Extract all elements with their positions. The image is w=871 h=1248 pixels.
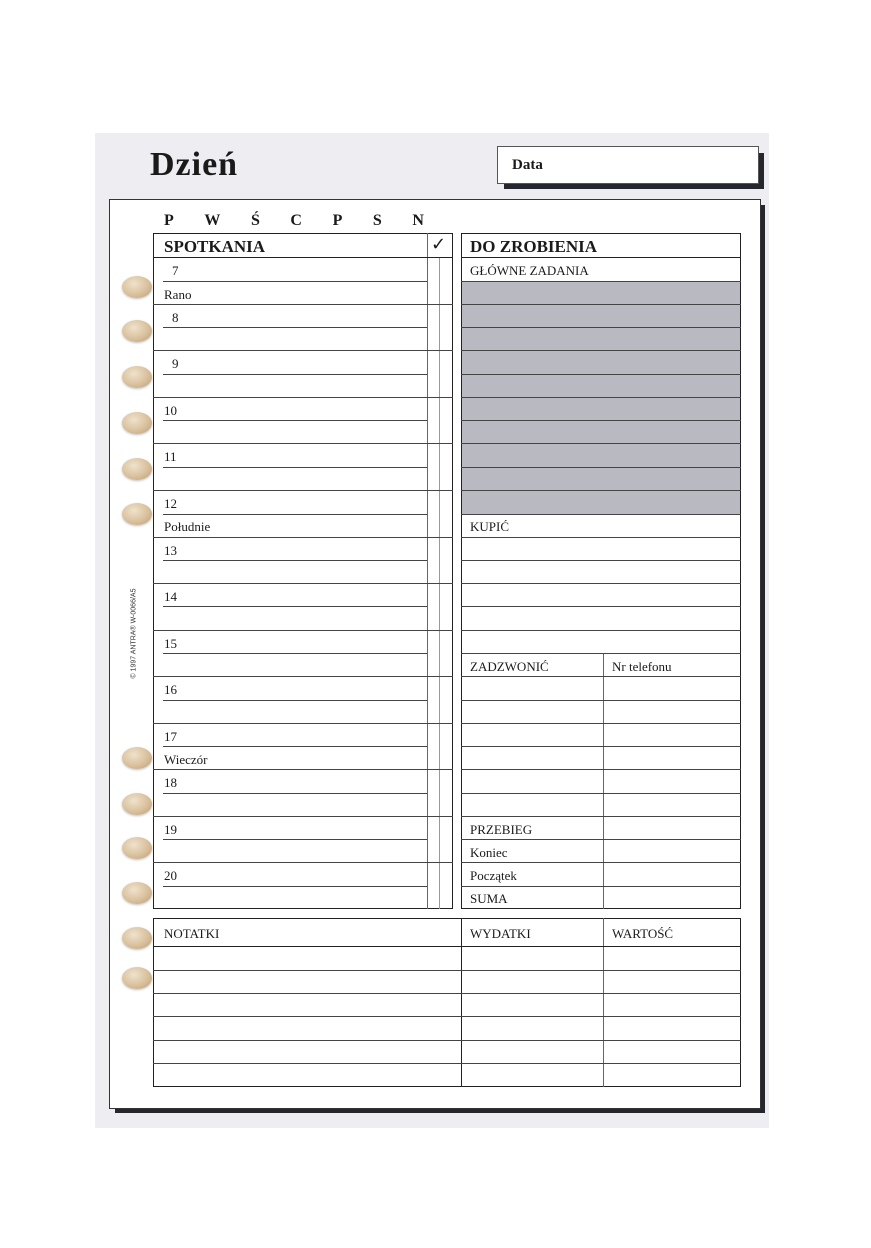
date-label: Data xyxy=(512,157,543,173)
todo-divider xyxy=(461,490,741,491)
weekday-tue[interactable]: W xyxy=(204,212,221,229)
noon-label: Południe xyxy=(164,519,211,534)
row-divider xyxy=(153,304,453,305)
todo-divider xyxy=(461,420,741,421)
row-divider xyxy=(153,769,453,770)
appointments-header: SPOTKANIA xyxy=(164,237,266,256)
row-divider xyxy=(153,350,453,351)
row-divider xyxy=(163,700,427,701)
notes-label: NOTATKI xyxy=(164,926,220,941)
morning-label: Rano xyxy=(164,287,192,302)
binder-hole xyxy=(122,458,152,480)
todo-divider xyxy=(461,723,741,724)
todo-divider xyxy=(461,397,741,398)
copyright-note: © 1997 ANTRA® W-0066/A5 xyxy=(130,588,138,679)
todo-divider xyxy=(461,816,741,817)
notes-table xyxy=(153,918,741,1087)
notes-expenses-divider xyxy=(461,918,462,1087)
row-divider xyxy=(153,816,453,817)
binder-hole xyxy=(122,320,152,342)
todo-divider xyxy=(461,769,741,770)
phone-number-label: Nr telefonu xyxy=(612,659,672,674)
binder-hole xyxy=(122,747,152,769)
row-divider xyxy=(163,560,427,561)
weekday-thu[interactable]: C xyxy=(290,212,302,229)
row-divider xyxy=(153,490,453,491)
row-divider xyxy=(153,723,453,724)
appointments-table xyxy=(153,233,453,909)
row-divider xyxy=(163,746,427,747)
expenses-value-divider xyxy=(603,918,604,1087)
todo-divider xyxy=(461,374,741,375)
row-divider xyxy=(153,862,453,863)
notes-row-divider xyxy=(153,1040,741,1041)
todo-divider xyxy=(461,653,741,654)
todo-divider xyxy=(461,746,741,747)
mileage-end-label: Koniec xyxy=(470,845,508,860)
value-label: WARTOŚĆ xyxy=(612,926,674,941)
hour-7: 7 xyxy=(172,263,179,278)
todo-divider xyxy=(461,350,741,351)
row-divider xyxy=(163,281,427,282)
binder-hole xyxy=(122,927,152,949)
todo-divider xyxy=(461,630,741,631)
todo-header: DO ZROBIENIA xyxy=(470,237,598,256)
row-divider xyxy=(163,886,427,887)
hour-8: 8 xyxy=(172,310,179,325)
todo-divider xyxy=(461,793,741,794)
row-divider xyxy=(163,327,427,328)
row-divider xyxy=(163,467,427,468)
todo-divider xyxy=(461,700,741,701)
notes-header-divider xyxy=(153,946,741,947)
expenses-label: WYDATKI xyxy=(470,926,531,941)
hour-11: 11 xyxy=(164,449,177,464)
row-divider xyxy=(163,839,427,840)
binder-hole xyxy=(122,412,152,434)
hour-10: 10 xyxy=(164,403,177,418)
hour-9: 9 xyxy=(172,356,179,371)
todo-divider xyxy=(461,304,741,305)
weekday-wed[interactable]: Ś xyxy=(250,212,260,229)
mileage-label: PRZEBIEG xyxy=(470,822,533,837)
hour-14: 14 xyxy=(164,589,177,604)
binder-hole xyxy=(122,503,152,525)
weekday-sat[interactable]: S xyxy=(372,212,382,229)
todo-divider xyxy=(461,862,741,863)
row-divider xyxy=(153,630,453,631)
hour-15: 15 xyxy=(164,636,177,651)
row-divider xyxy=(153,397,453,398)
binder-hole xyxy=(122,276,152,298)
todo-divider xyxy=(461,467,741,468)
todo-divider xyxy=(461,676,741,677)
todo-divider xyxy=(461,514,741,515)
todo-divider xyxy=(461,281,741,282)
hour-16: 16 xyxy=(164,682,177,697)
row-divider xyxy=(163,374,427,375)
weekday-sun[interactable]: N xyxy=(412,212,424,229)
binder-hole xyxy=(122,793,152,815)
call-label: ZADZWONIĆ xyxy=(470,659,549,674)
binder-hole xyxy=(122,967,152,989)
todo-divider xyxy=(461,537,741,538)
binder-hole xyxy=(122,366,152,388)
evening-label: Wieczór xyxy=(164,752,208,767)
notes-row-divider xyxy=(153,993,741,994)
mileage-start-label: Początek xyxy=(470,868,517,883)
hour-18: 18 xyxy=(164,775,177,790)
mileage-sum-label: SUMA xyxy=(470,891,508,906)
todo-divider xyxy=(461,606,741,607)
hour-17: 17 xyxy=(164,729,177,744)
page-title: Dzień xyxy=(150,146,239,183)
row-divider xyxy=(163,606,427,607)
row-divider xyxy=(153,537,453,538)
todo-divider xyxy=(461,583,741,584)
todo-divider xyxy=(461,257,741,258)
row-divider xyxy=(163,420,427,421)
row-divider xyxy=(163,793,427,794)
hour-20: 20 xyxy=(164,868,177,883)
todo-table xyxy=(461,233,741,909)
phone-column-divider xyxy=(603,653,604,909)
notes-row-divider xyxy=(153,1063,741,1064)
weekday-fri[interactable]: P xyxy=(332,212,343,229)
notes-row-divider xyxy=(153,1016,741,1017)
check-column-divider xyxy=(427,233,428,909)
main-tasks-label: GŁÓWNE ZADANIA xyxy=(470,263,589,278)
row-divider xyxy=(163,653,427,654)
row-divider xyxy=(153,676,453,677)
todo-divider xyxy=(461,560,741,561)
hour-13: 13 xyxy=(164,543,177,558)
notes-row-divider xyxy=(153,970,741,971)
weekday-row xyxy=(164,212,424,234)
row-divider xyxy=(153,443,453,444)
check-mark-icon: ✓ xyxy=(431,234,447,255)
row-divider xyxy=(153,583,453,584)
hour-19: 19 xyxy=(164,822,177,837)
header-divider xyxy=(153,257,453,258)
todo-divider xyxy=(461,443,741,444)
weekday-mon[interactable]: P xyxy=(164,212,174,229)
todo-divider xyxy=(461,839,741,840)
hour-12: 12 xyxy=(164,496,177,511)
todo-divider xyxy=(461,327,741,328)
row-divider xyxy=(163,514,427,515)
todo-divider xyxy=(461,886,741,887)
shopping-label: KUPIĆ xyxy=(470,519,510,534)
binder-hole xyxy=(122,837,152,859)
binder-hole xyxy=(122,882,152,904)
date-field[interactable] xyxy=(497,146,759,184)
